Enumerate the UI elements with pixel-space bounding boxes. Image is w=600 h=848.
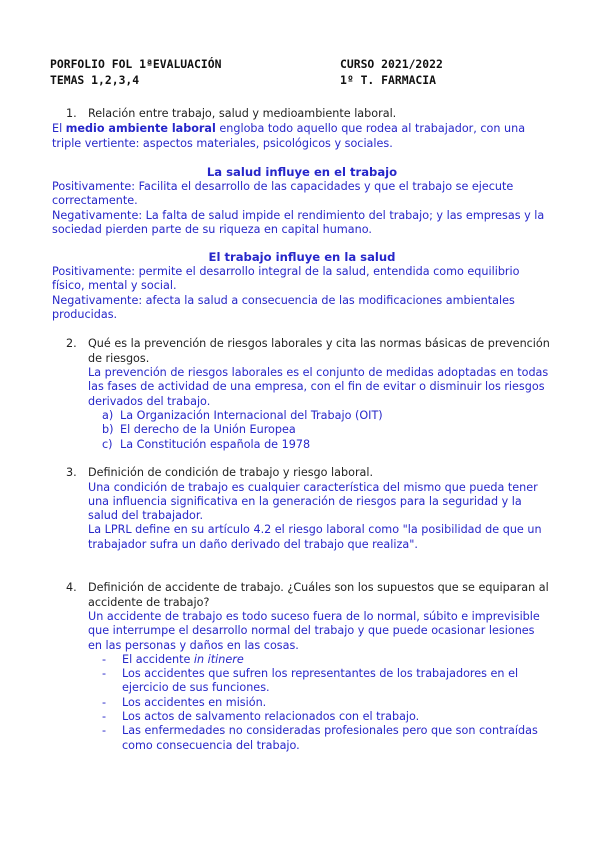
q4-item-4 <box>102 710 552 724</box>
q2-item-a-label: a) <box>102 408 114 422</box>
q1-intro <box>52 122 552 151</box>
dash-marker: - <box>102 710 107 724</box>
q2-item-b-label: b) <box>102 423 114 437</box>
question-1 <box>66 107 552 122</box>
question-3-answer-1: Una condición de trabajo es cualquier característica del mismo que pueda tener una influencia significativa en la generación de riesgos para la seguridad y la salud del trabajador. <box>88 480 538 523</box>
q1-block-work <box>52 250 552 323</box>
question-3-answer-2: La LPRL define en su artículo 4.2 el riesgo laboral como "la posibilidad de que un trabajador sufra un daño derivado del trabajo que realiza". <box>88 523 542 551</box>
q1-intro-post: engloba todo aquello que rodea al trabajador, con una triple vertiente: aspectos materiales, psicológicos y sociales. <box>52 122 526 150</box>
q4-item-3 <box>102 696 552 710</box>
question-2 <box>66 337 552 452</box>
q2-item-c-text: La Constitución española de 1978 <box>120 437 311 451</box>
question-4-answer: Un accidente de trabajo es todo suceso fuera de lo normal, súbito e imprevisible que interrumpe el desarrollo normal del trabajo y que puede ocasionar lesiones en las personas y daños en las cosas. <box>88 610 540 652</box>
q4-item-5 <box>102 724 552 753</box>
header-title: PORFOLIO FOL 1ªEVALUACIÓN <box>50 57 222 71</box>
q1-block1-title: La salud influye en el trabajo <box>206 165 398 179</box>
q4-item-2-text: Los accidentes que sufren los representantes de los trabajadores en el ejercicio de sus funciones. <box>122 667 519 695</box>
header-group: 1º T. FARMACIA <box>340 73 437 87</box>
document-header <box>50 56 550 88</box>
dash-marker: - <box>102 724 107 738</box>
q2-item-b-text: El derecho de la Unión Europea <box>120 423 296 437</box>
q1-block2-negative: Negativamente: afecta la salud a consecuencia de las modificaciones ambientales producidas. <box>52 293 515 321</box>
q4-item-5-text: Las enfermedades no consideradas profesionales pero que son contraídas como consecuencia del trabajo. <box>122 724 538 752</box>
dash-marker: - <box>102 695 107 709</box>
q1-block2-positive: Positivamente: permite el desarrollo integral de la salud, entendida como equilibrio físico, mental y social. <box>52 264 520 292</box>
q4-item-1-italic: in itinere <box>193 652 244 666</box>
q1-block-health <box>52 165 552 238</box>
question-3-text: Definición de condición de trabajo y riesgo laboral. <box>88 466 374 479</box>
header-course: CURSO 2021/2022 <box>340 57 443 71</box>
question-1-text: Relación entre trabajo, salud y medioambiente laboral. <box>88 107 397 120</box>
q4-item-1-pre: El accidente <box>122 652 194 666</box>
question-3 <box>66 466 552 552</box>
q1-block1-negative: Negativamente: La falta de salud impide el rendimiento del trabajo; y las empresas y la sociedad pierden parte de su riqueza en capital humano. <box>52 208 545 236</box>
q1-intro-pre: El <box>52 122 66 135</box>
q1-block1-positive: Positivamente: Facilita el desarrollo de las capacidades y que el trabajo se ejecute correctamente. <box>52 179 514 207</box>
q1-block2-title: El trabajo influye en la salud <box>208 250 396 264</box>
dash-marker: - <box>102 667 107 681</box>
question-1-number: 1. <box>66 107 77 120</box>
q4-item-1 <box>102 653 552 667</box>
q4-item-4-text: Los actos de salvamento relacionados con el trabajo. <box>122 710 420 724</box>
q2-item-a-text: La Organización Internacional del Trabajo (OIT) <box>120 408 383 422</box>
q4-item-3-text: Los accidentes en misión. <box>122 695 267 709</box>
question-4 <box>66 581 552 753</box>
question-2-number: 2. <box>66 337 77 350</box>
question-4-text: Definición de accidente de trabajo. ¿Cuáles son los supuestos que se equiparan al accidente de trabajo? <box>88 581 549 609</box>
q2-item-c <box>102 438 552 453</box>
q2-item-a <box>102 409 552 424</box>
q2-item-b <box>102 423 552 438</box>
dash-marker: - <box>102 652 107 666</box>
q4-item-2 <box>102 667 552 696</box>
question-4-number: 4. <box>66 581 77 594</box>
q1-intro-bold: medio ambiente laboral <box>65 122 216 135</box>
header-topics: TEMAS 1,2,3,4 <box>50 73 140 87</box>
question-3-number: 3. <box>66 466 77 479</box>
q2-item-c-label: c) <box>102 437 113 451</box>
question-2-text: Qué es la prevención de riesgos laborales y cita las normas básicas de prevención de riesgos. <box>88 337 550 365</box>
question-2-answer: La prevención de riesgos laborales es el conjunto de medidas adoptadas en todas las fases de actividad de una empresa, con el fin de evitar o disminuir los riesgos derivados del trabajo. <box>88 366 549 408</box>
